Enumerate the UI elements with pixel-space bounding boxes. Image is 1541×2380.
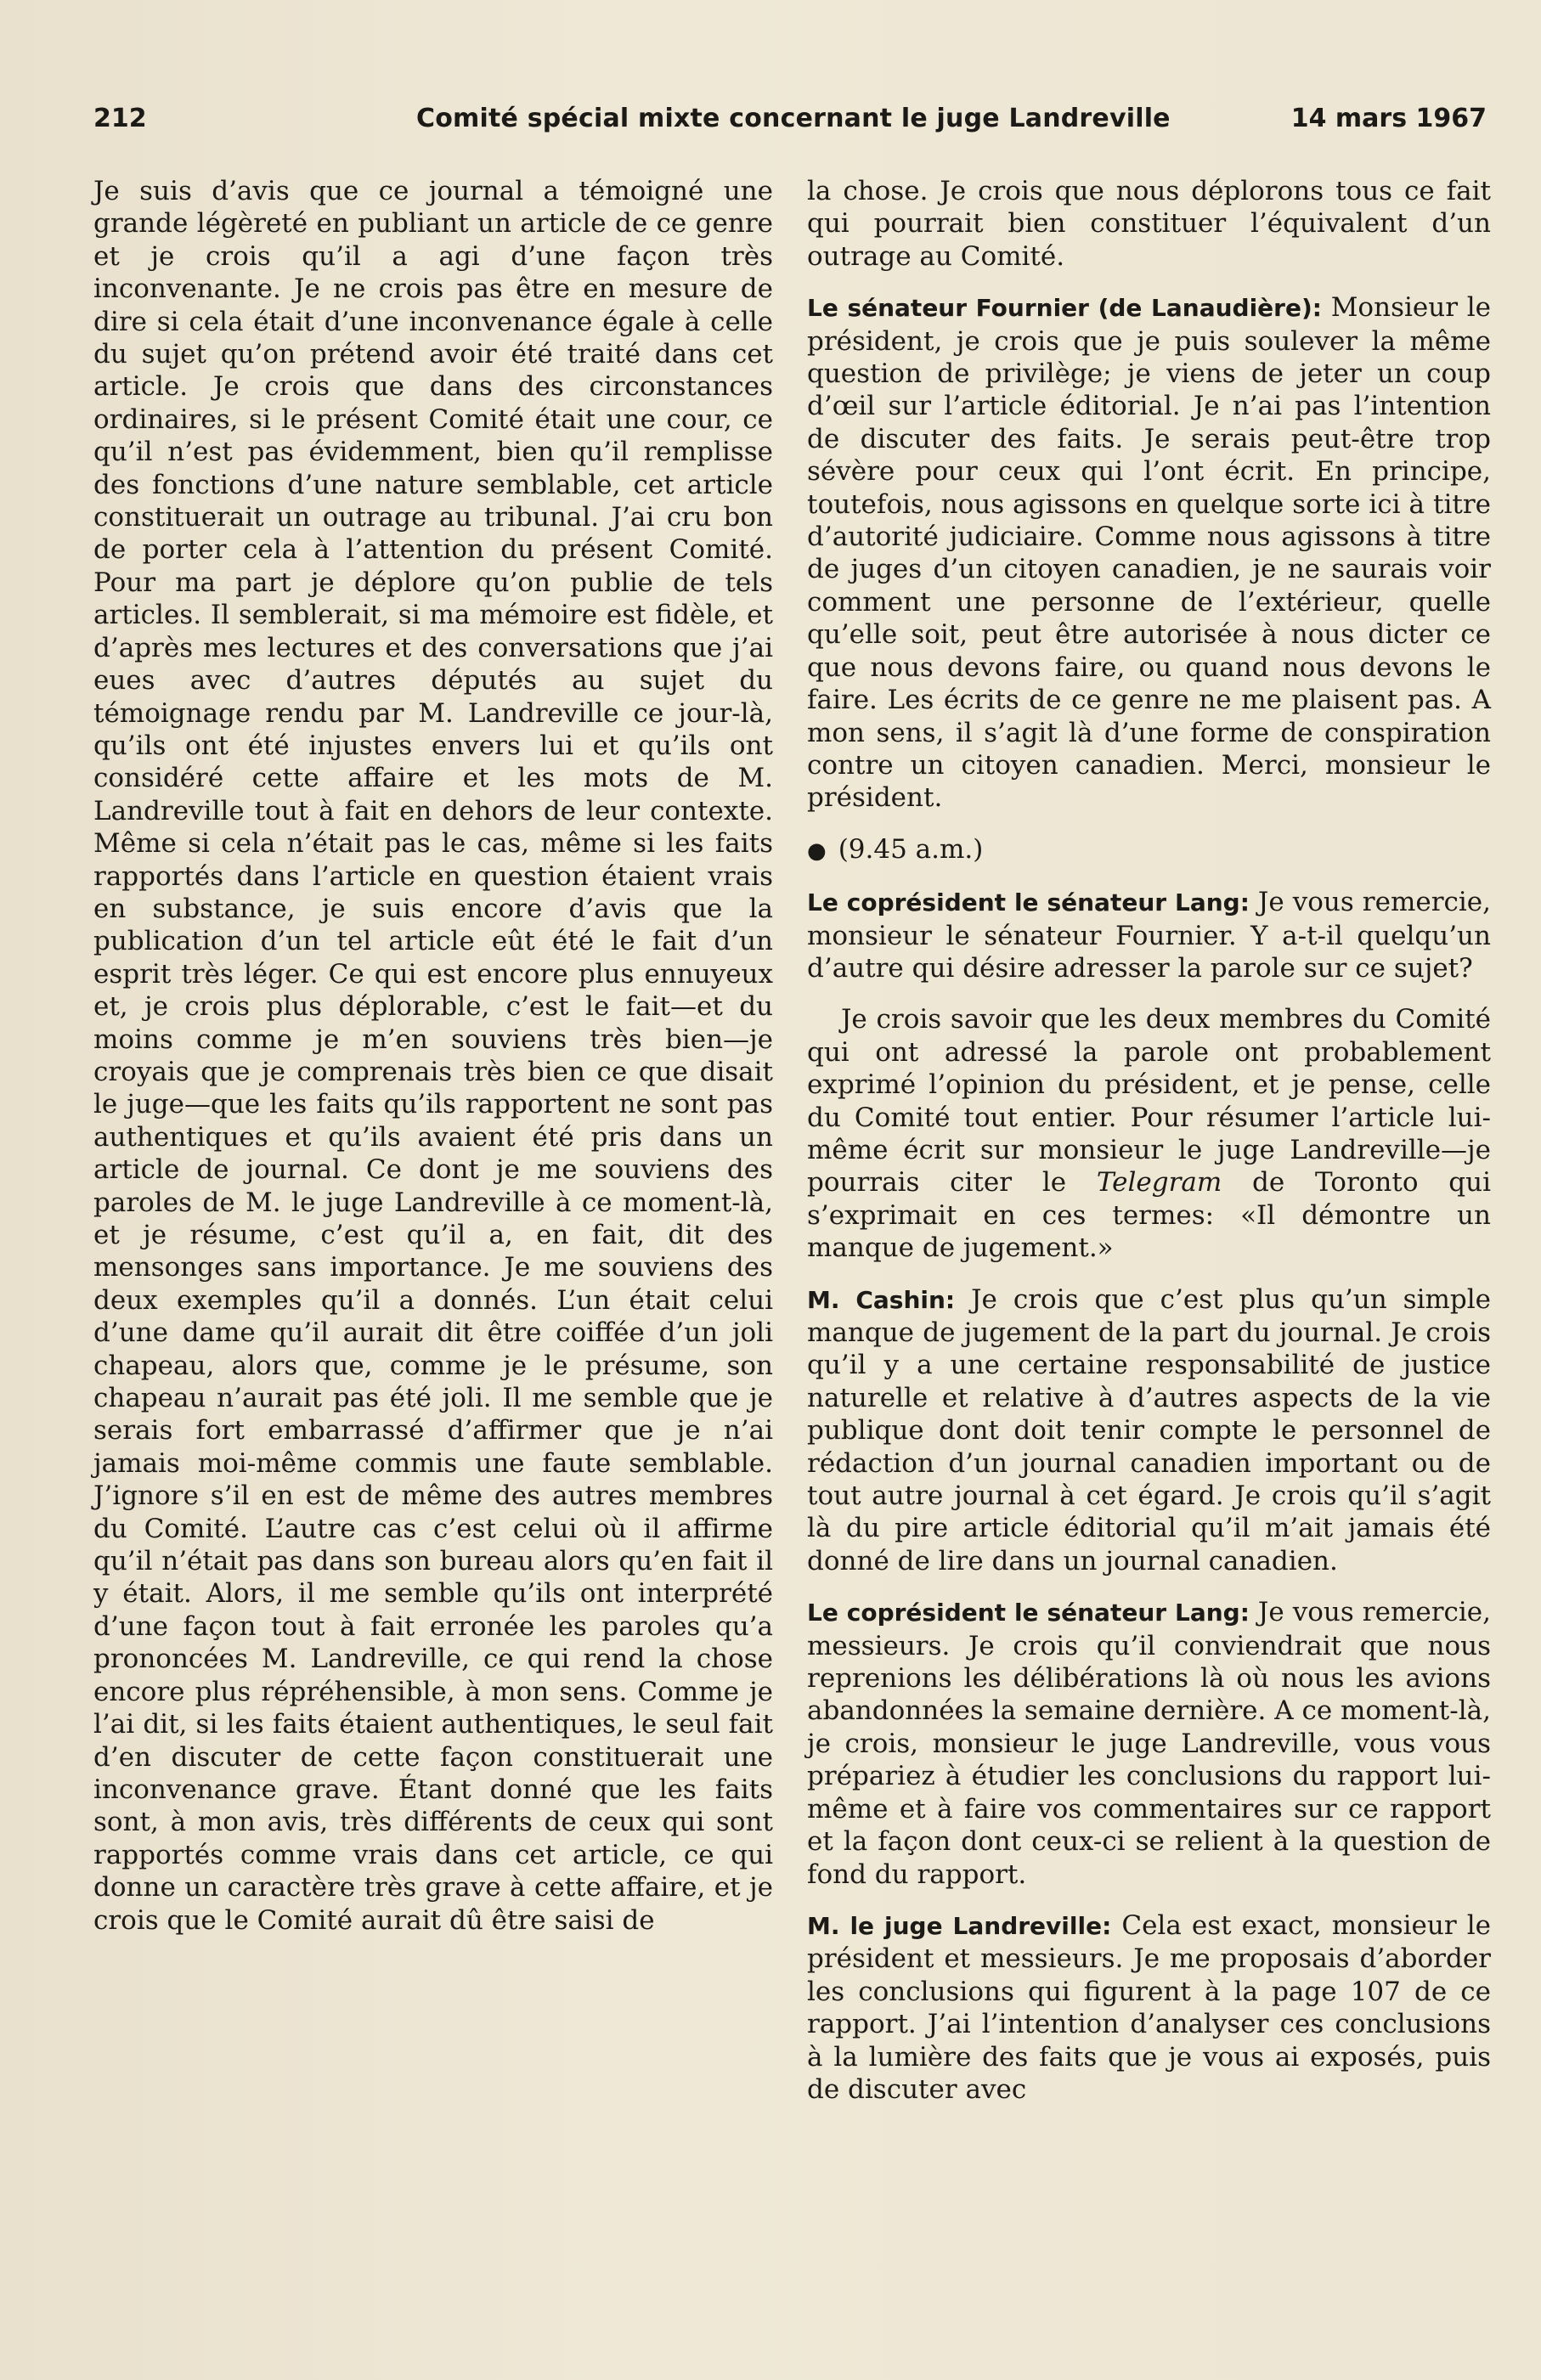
speaker-name: Le coprésident le sénateur Lang: <box>807 1599 1250 1627</box>
paragraph: Je suis d’avis que ce journal a témoigné une grande légèreté en publiant un article de ce genre et je crois qu’il a agi d’une façon très inconvenante. Je ne crois pas être en mesure de dire si cela était d’une inconvenance égale à celle du sujet qu’on prétend avoir été traité dans cet article. Je crois que dans des circonstances ordinaires, si le présent Comité était une cour, ce qu’il n’est pas évidemment, bien qu’il remplisse des fonctions d’une nature semblable, cet article constituerait un outrage au tribunal. J’ai cru bon de porter cela à l’attention du présent Comité. Pour ma part je déplore qu’on publie de tels articles. Il semblerait, si ma mémoire est fidèle, et d’après mes lectures et des conversations que j’ai eues avec d’autres députés au sujet du témoignage rendu par M. Landreville ce jour-là, qu’ils ont été injustes envers lui et qu’ils ont considéré cette affaire et les mots de M. Landreville tout à fait en dehors de leur contexte. Même si cela n’était pas le cas, même si les faits rapportés dans l’article en question étaient vrais en substance, je suis encore d’avis que la publication d’un tel article eût été le fait d’un esprit très léger. Ce qui est encore plus ennuyeux et, je crois plus déplorable, c’est le fait—et du moins comme je m’en souviens très bien—je croyais que je comprenais très bien ce que disait le juge—que les faits qu’ils rapportent ne sont pas authentiques et qu’ils avaient été pris dans un article de journal. Ce dont je me souviens des paroles de M. le juge Landreville à ce moment-là, et je résume, c’est qu’il a, en fait, dit des mensonges sans importance. Je me souviens des deux exemples qu’il a donnés. L’un était celui d’une dame qu’il aurait dit être coiffée d’un joli chapeau, alors que, comme je le présume, son chapeau n’aurait pas été joli. Il me semble que je serais fort embarrassé d’affirmer que je n’ai jamais moi-même commis une faute semblable. J’ignore s’il en est de même des autres membres du Comité. L’autre cas c’est celui où il affirme qu’il n’était pas dans son bureau alors qu’en fait il y était. Alors, il me semble qu’ils ont interprété d’une façon tout à fait erronée les paroles qu’a prononcées M. Landreville, ce qui rend la chose encore plus répréhensible, à mon sens. Comme je l’ai dit, si les faits étaient authentiques, le seul fait d’en discuter de cette façon constituerait une inconvenance grave. Étant donné que les faits sont, à mon avis, très différents de ceux qui sont rapportés comme vrais dans cet article, ce qui donne un caractère très grave à cette affaire, et je crois que le Comité aurait dû être saisi de <box>93 176 773 1936</box>
speaker-name: M. le juge Landreville: <box>807 1911 1112 1940</box>
speech-paragraph <box>807 1909 1491 2106</box>
speaker-name: Le coprésident le sénateur Lang: <box>807 888 1250 917</box>
speech-paragraph <box>807 291 1491 815</box>
time-text: (9.45 a.m.) <box>838 833 984 865</box>
header-date: 14 mars 1967 <box>1290 104 1487 133</box>
speech-text: Je crois que c’est plus qu’un simple manque de jugement de la part du journal. Je crois qu’il y a une certaine responsabilité de justice naturelle et relative à d’autres aspects de la vie publique dont doit tenir compte le personnel de rédaction d’un journal canadien important ou de tout autre journal à cet égard. Je crois qu’il s’agit là du pire article éditorial qu’il m’ait jamais été donné de lire dans un journal canadien. <box>807 1283 1491 1576</box>
speech-text: Je vous remercie, monsieur le sénateur Fournier. Y a-t-il quelqu’un d’autre qui désire adresser la parole sur ce sujet? <box>807 887 1492 984</box>
speech-paragraph <box>807 1283 1491 1578</box>
speech-text: Cela est exact, monsieur le président et messieurs. Je me proposais d’aborder les conclusions qui figurent à la page 107 de ce rapport. J’ai l’intention d’analyser ces conclusions à la lumière des faits que je vous ai exposés, puis de discuter avec <box>807 1909 1492 2105</box>
time-marker <box>807 833 1491 867</box>
page-header <box>93 104 1487 146</box>
italic-title: Telegram <box>1096 1167 1222 1198</box>
speech-text: Monsieur le président, je crois que je puis soulever la même question de privilège; je viens de jeter un coup d’œil sur l’article éditorial. Je n’ai pas l’intention de discuter des faits. Je serais peut-être trop sévère pour ceux qui l’ont écrit. En principe, toutefois, nous agissons en quelque sorte ici à titre d’autorité judiciaire. Comme nous agissons à titre de juges d’un citoyen canadien, je ne saurais voir comment une personne de l’extérieur, quelle qu’elle soit, peut être autorisée à nous dicter ce que nous devons faire, ou quand nous devons le faire. Les écrits de ce genre ne me plaisent pas. A mon sens, il s’agit là d’une forme de conspiration contre un citoyen canadien. Merci, monsieur le président. <box>807 292 1492 814</box>
text-fragment: Je crois savoir que les deux membres du Comité qui ont adressé la parole ont probablement exprimé l’opinion du président, et je pense, celle du Comité tout entier. Pour résumer l’article lui-même écrit sur monsieur le juge Landreville—je pourrais citer le <box>807 1004 1491 1198</box>
speech-paragraph <box>807 1596 1491 1891</box>
speech-paragraph <box>807 886 1491 984</box>
right-column <box>807 175 1491 2106</box>
paragraph <box>807 1003 1491 1264</box>
left-column <box>93 175 773 1937</box>
paragraph: la chose. Je crois que nous déplorons tous ce fait qui pourrait bien constituer l’équivalent d’un outrage au Comité. <box>807 176 1491 272</box>
speaker-name: Le sénateur Fournier (de Lanaudière): <box>807 294 1322 323</box>
running-title: Comité spécial mixte concernant le juge Landreville <box>416 104 1171 133</box>
text-fragment: de Toronto qui s’exprimait en ces termes: «Il démontre un manque de jugement.» <box>807 1167 1492 1264</box>
speech-text: Je vous remercie, messieurs. Je crois qu’il conviendrait que nous reprenions les délibérations là où nous les avions abandonnées la semaine dernière. A ce moment-là, je crois, monsieur le juge Landreville, vous vous prépariez à étudier les conclusions du rapport lui-même et à faire vos commentaires sur ce rapport et la façon dont ceux-ci se relient à la question de fond du rapport. <box>807 1597 1492 1890</box>
speaker-name: M. Cashin: <box>807 1285 956 1314</box>
page-number: 212 <box>93 104 147 133</box>
bullet-icon: ● <box>807 838 827 864</box>
